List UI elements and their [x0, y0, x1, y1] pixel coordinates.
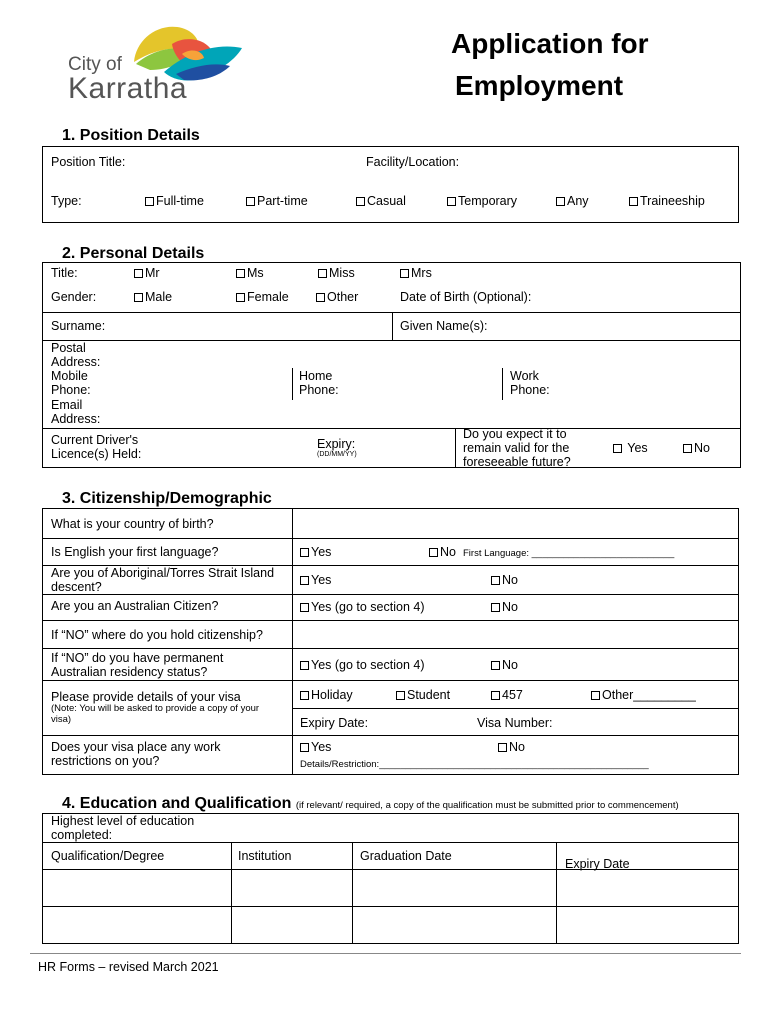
- divider: [42, 538, 739, 539]
- home-label-1: Home: [299, 369, 333, 383]
- checkbox-icon[interactable]: [356, 197, 365, 206]
- checkbox-icon[interactable]: [613, 444, 622, 453]
- divider: [42, 648, 739, 649]
- checkbox-icon[interactable]: [134, 269, 143, 278]
- gender-other[interactable]: [316, 290, 358, 304]
- divider: [292, 708, 739, 709]
- home-label-2: Phone:: [299, 383, 339, 397]
- valid-no[interactable]: [683, 441, 710, 455]
- q-visa-note-2: visa): [51, 714, 72, 725]
- checkbox-icon[interactable]: [236, 269, 245, 278]
- q-english: Is English your first language?: [51, 545, 219, 559]
- checkbox-icon[interactable]: [300, 691, 309, 700]
- valid-q-3: foreseeable future?: [463, 455, 571, 469]
- type-traineeship[interactable]: [629, 194, 705, 208]
- q-aboriginal-1: Are you of Aboriginal/Torres Strait Island: [51, 566, 275, 580]
- title-option-label: Miss: [329, 266, 355, 280]
- divider: [42, 735, 739, 736]
- divider: [42, 594, 739, 595]
- checkbox-icon[interactable]: [683, 444, 692, 453]
- title-mr[interactable]: [134, 266, 160, 280]
- title-option-label: Ms: [247, 266, 264, 280]
- given-names-label: Given Name(s):: [400, 319, 488, 333]
- licence-label-1: Current Driver's: [51, 433, 139, 447]
- section3-heading: 3. Citizenship/Demographic: [62, 490, 272, 507]
- postal-label-2: Address:: [51, 355, 101, 369]
- type-label: Type:: [51, 194, 82, 208]
- divider: [42, 869, 739, 870]
- option-label: Yes: [311, 740, 332, 754]
- checkbox-icon[interactable]: [236, 293, 245, 302]
- type-parttime[interactable]: [246, 194, 308, 208]
- title-ms[interactable]: [236, 266, 264, 280]
- permanent-no[interactable]: [491, 658, 518, 672]
- type-temporary[interactable]: [447, 194, 517, 208]
- title-option-label: Mrs: [411, 266, 432, 280]
- col-expiry-date: Expiry Date: [565, 857, 630, 871]
- english-no[interactable]: [429, 545, 456, 559]
- dob-label: Date of Birth (Optional):: [400, 290, 532, 304]
- q-restrict-2: restrictions on you?: [51, 754, 160, 768]
- col-institution: Institution: [238, 849, 292, 863]
- checkbox-icon[interactable]: [629, 197, 638, 206]
- section4-box: [42, 813, 739, 944]
- gender-label: Gender:: [51, 290, 97, 304]
- gender-option-label: Female: [247, 290, 289, 304]
- title-label: Title:: [51, 266, 78, 280]
- option-label: Yes: [627, 441, 648, 455]
- position-title-label: Position Title:: [51, 155, 126, 169]
- title-miss[interactable]: [318, 266, 355, 280]
- type-casual[interactable]: [356, 194, 406, 208]
- q-visa-note-1: (Note: You will be asked to provide a copy of your: [51, 703, 260, 714]
- page-title-line2: Employment: [455, 70, 624, 101]
- visa-other[interactable]: [591, 688, 696, 702]
- logo-karratha: Karratha: [68, 72, 188, 105]
- aboriginal-no[interactable]: [491, 573, 518, 587]
- mobile-label-2: Phone:: [51, 383, 91, 397]
- visa-expiry-label: Expiry Date:: [300, 716, 369, 730]
- q-where-citizenship: If “NO” where do you hold citizenship?: [51, 628, 263, 642]
- licence-label-2: Licence(s) Held:: [51, 447, 142, 461]
- option-label: Student: [407, 688, 451, 702]
- option-label: No: [502, 600, 518, 614]
- checkbox-icon[interactable]: [491, 576, 500, 585]
- checkbox-icon[interactable]: [134, 293, 143, 302]
- surname-label: Surname:: [51, 319, 106, 333]
- divider: [42, 620, 739, 621]
- section4-heading: [62, 795, 679, 813]
- city-logo: [64, 14, 254, 104]
- email-label-1: Email: [51, 398, 83, 412]
- q-restrict-1: Does your visa place any work: [51, 740, 221, 754]
- gender-option-label: Male: [145, 290, 173, 304]
- footer-divider: [30, 953, 741, 954]
- option-label: Holiday: [311, 688, 353, 702]
- divider: [352, 842, 353, 944]
- col-graduation-date: Graduation Date: [360, 849, 452, 863]
- type-fulltime[interactable]: [145, 194, 204, 208]
- checkbox-icon[interactable]: [491, 661, 500, 670]
- first-language-field[interactable]: First Language: ___________________________: [463, 548, 675, 559]
- option-label: No: [502, 658, 518, 672]
- valid-q-1: Do you expect it to: [463, 427, 567, 441]
- section2-heading: 2. Personal Details: [62, 245, 205, 262]
- checkbox-icon[interactable]: [300, 743, 309, 752]
- mobile-label-1: Mobile: [51, 369, 88, 383]
- checkbox-icon[interactable]: [498, 743, 507, 752]
- divider: [42, 340, 741, 341]
- checkbox-icon[interactable]: [318, 269, 327, 278]
- expiry-label: Expiry:: [317, 437, 356, 451]
- option-label: 457: [502, 688, 523, 702]
- section1-heading: 1. Position Details: [62, 127, 200, 144]
- permanent-yes[interactable]: [300, 658, 425, 672]
- section4-title: 4. Education and Qualification: [62, 795, 292, 812]
- section4-note: (if relevant/ required, a copy of the qualification must be submitted prior to commencement): [295, 800, 679, 811]
- checkbox-icon[interactable]: [145, 197, 154, 206]
- highest-education-2: completed:: [51, 828, 113, 842]
- option-label: No: [509, 740, 525, 754]
- type-option-label: Traineeship: [640, 194, 705, 208]
- checkbox-icon[interactable]: [429, 548, 438, 557]
- q-permanent-2: Australian residency status?: [51, 665, 208, 679]
- checkbox-icon[interactable]: [316, 293, 325, 302]
- divider: [42, 428, 741, 429]
- checkbox-icon[interactable]: [400, 269, 409, 278]
- valid-q-2: remain valid for the: [463, 441, 570, 455]
- col-qualification: Qualification/Degree: [51, 849, 165, 863]
- checkbox-icon[interactable]: [556, 197, 565, 206]
- checkbox-icon[interactable]: [491, 691, 500, 700]
- type-any[interactable]: [556, 194, 589, 208]
- divider: [392, 312, 393, 340]
- email-label-2: Address:: [51, 412, 101, 426]
- checkbox-icon[interactable]: [246, 197, 255, 206]
- checkbox-icon[interactable]: [300, 661, 309, 670]
- logo-city-of: City of: [68, 54, 122, 75]
- work-label-2: Phone:: [510, 383, 550, 397]
- divider: [502, 368, 503, 400]
- work-label-1: Work: [510, 369, 539, 383]
- footer-text: HR Forms – revised March 2021: [38, 960, 219, 974]
- checkbox-icon[interactable]: [300, 603, 309, 612]
- visa-number-label: Visa Number:: [477, 716, 553, 730]
- option-label: No: [440, 545, 456, 559]
- checkbox-icon[interactable]: [300, 576, 309, 585]
- highest-education-1: Highest level of education: [51, 814, 195, 828]
- q-permanent-1: If “NO” do you have permanent: [51, 651, 224, 665]
- gender-option-label: Other: [327, 290, 359, 304]
- checkbox-icon[interactable]: [491, 603, 500, 612]
- type-option-label: Full-time: [156, 194, 204, 208]
- option-label: Yes: [311, 573, 332, 587]
- expiry-format: (DD/MM/YY): [317, 451, 357, 458]
- visa-holiday[interactable]: [300, 688, 353, 702]
- citizen-no[interactable]: [491, 600, 518, 614]
- page-title-line1: Application for: [451, 28, 649, 59]
- q-visa: Please provide details of your visa: [51, 690, 241, 704]
- citizen-yes[interactable]: [300, 600, 425, 614]
- type-option-label: Part-time: [257, 194, 308, 208]
- checkbox-icon[interactable]: [300, 548, 309, 557]
- title-option-label: Mr: [145, 266, 160, 280]
- type-option-label: Any: [567, 194, 589, 208]
- facility-label: Facility/Location:: [366, 155, 460, 169]
- option-label: No: [502, 573, 518, 587]
- option-label: Other_________: [602, 688, 696, 702]
- option-label: Yes (go to section 4): [311, 600, 425, 614]
- checkbox-icon[interactable]: [447, 197, 456, 206]
- divider: [556, 842, 557, 944]
- type-option-label: Casual: [367, 194, 406, 208]
- divider: [231, 842, 232, 944]
- divider: [42, 906, 739, 907]
- q-birth: What is your country of birth?: [51, 517, 214, 531]
- restrict-no[interactable]: [498, 740, 525, 754]
- divider: [42, 680, 739, 681]
- q-citizen: Are you an Australian Citizen?: [51, 599, 219, 613]
- checkbox-icon[interactable]: [591, 691, 600, 700]
- checkbox-icon[interactable]: [396, 691, 405, 700]
- title-mrs[interactable]: [400, 266, 432, 280]
- type-option-label: Temporary: [458, 194, 518, 208]
- divider: [42, 842, 739, 843]
- option-label: Yes (go to section 4): [311, 658, 425, 672]
- gender-female[interactable]: [236, 290, 289, 304]
- restriction-details-field[interactable]: Details/Restriction:___________________________________________________: [300, 759, 649, 770]
- english-yes[interactable]: [300, 545, 331, 559]
- visa-457[interactable]: [491, 688, 523, 702]
- divider: [292, 368, 293, 400]
- q-aboriginal-2: descent?: [51, 580, 102, 594]
- postal-label-1: Postal: [51, 341, 86, 355]
- aboriginal-yes[interactable]: [300, 573, 331, 587]
- restrict-yes[interactable]: [300, 740, 331, 754]
- divider: [455, 428, 456, 468]
- valid-yes[interactable]: [613, 441, 648, 455]
- option-label: Yes: [311, 545, 332, 559]
- gender-male[interactable]: [134, 290, 172, 304]
- option-label: No: [694, 441, 710, 455]
- visa-student[interactable]: [396, 688, 450, 702]
